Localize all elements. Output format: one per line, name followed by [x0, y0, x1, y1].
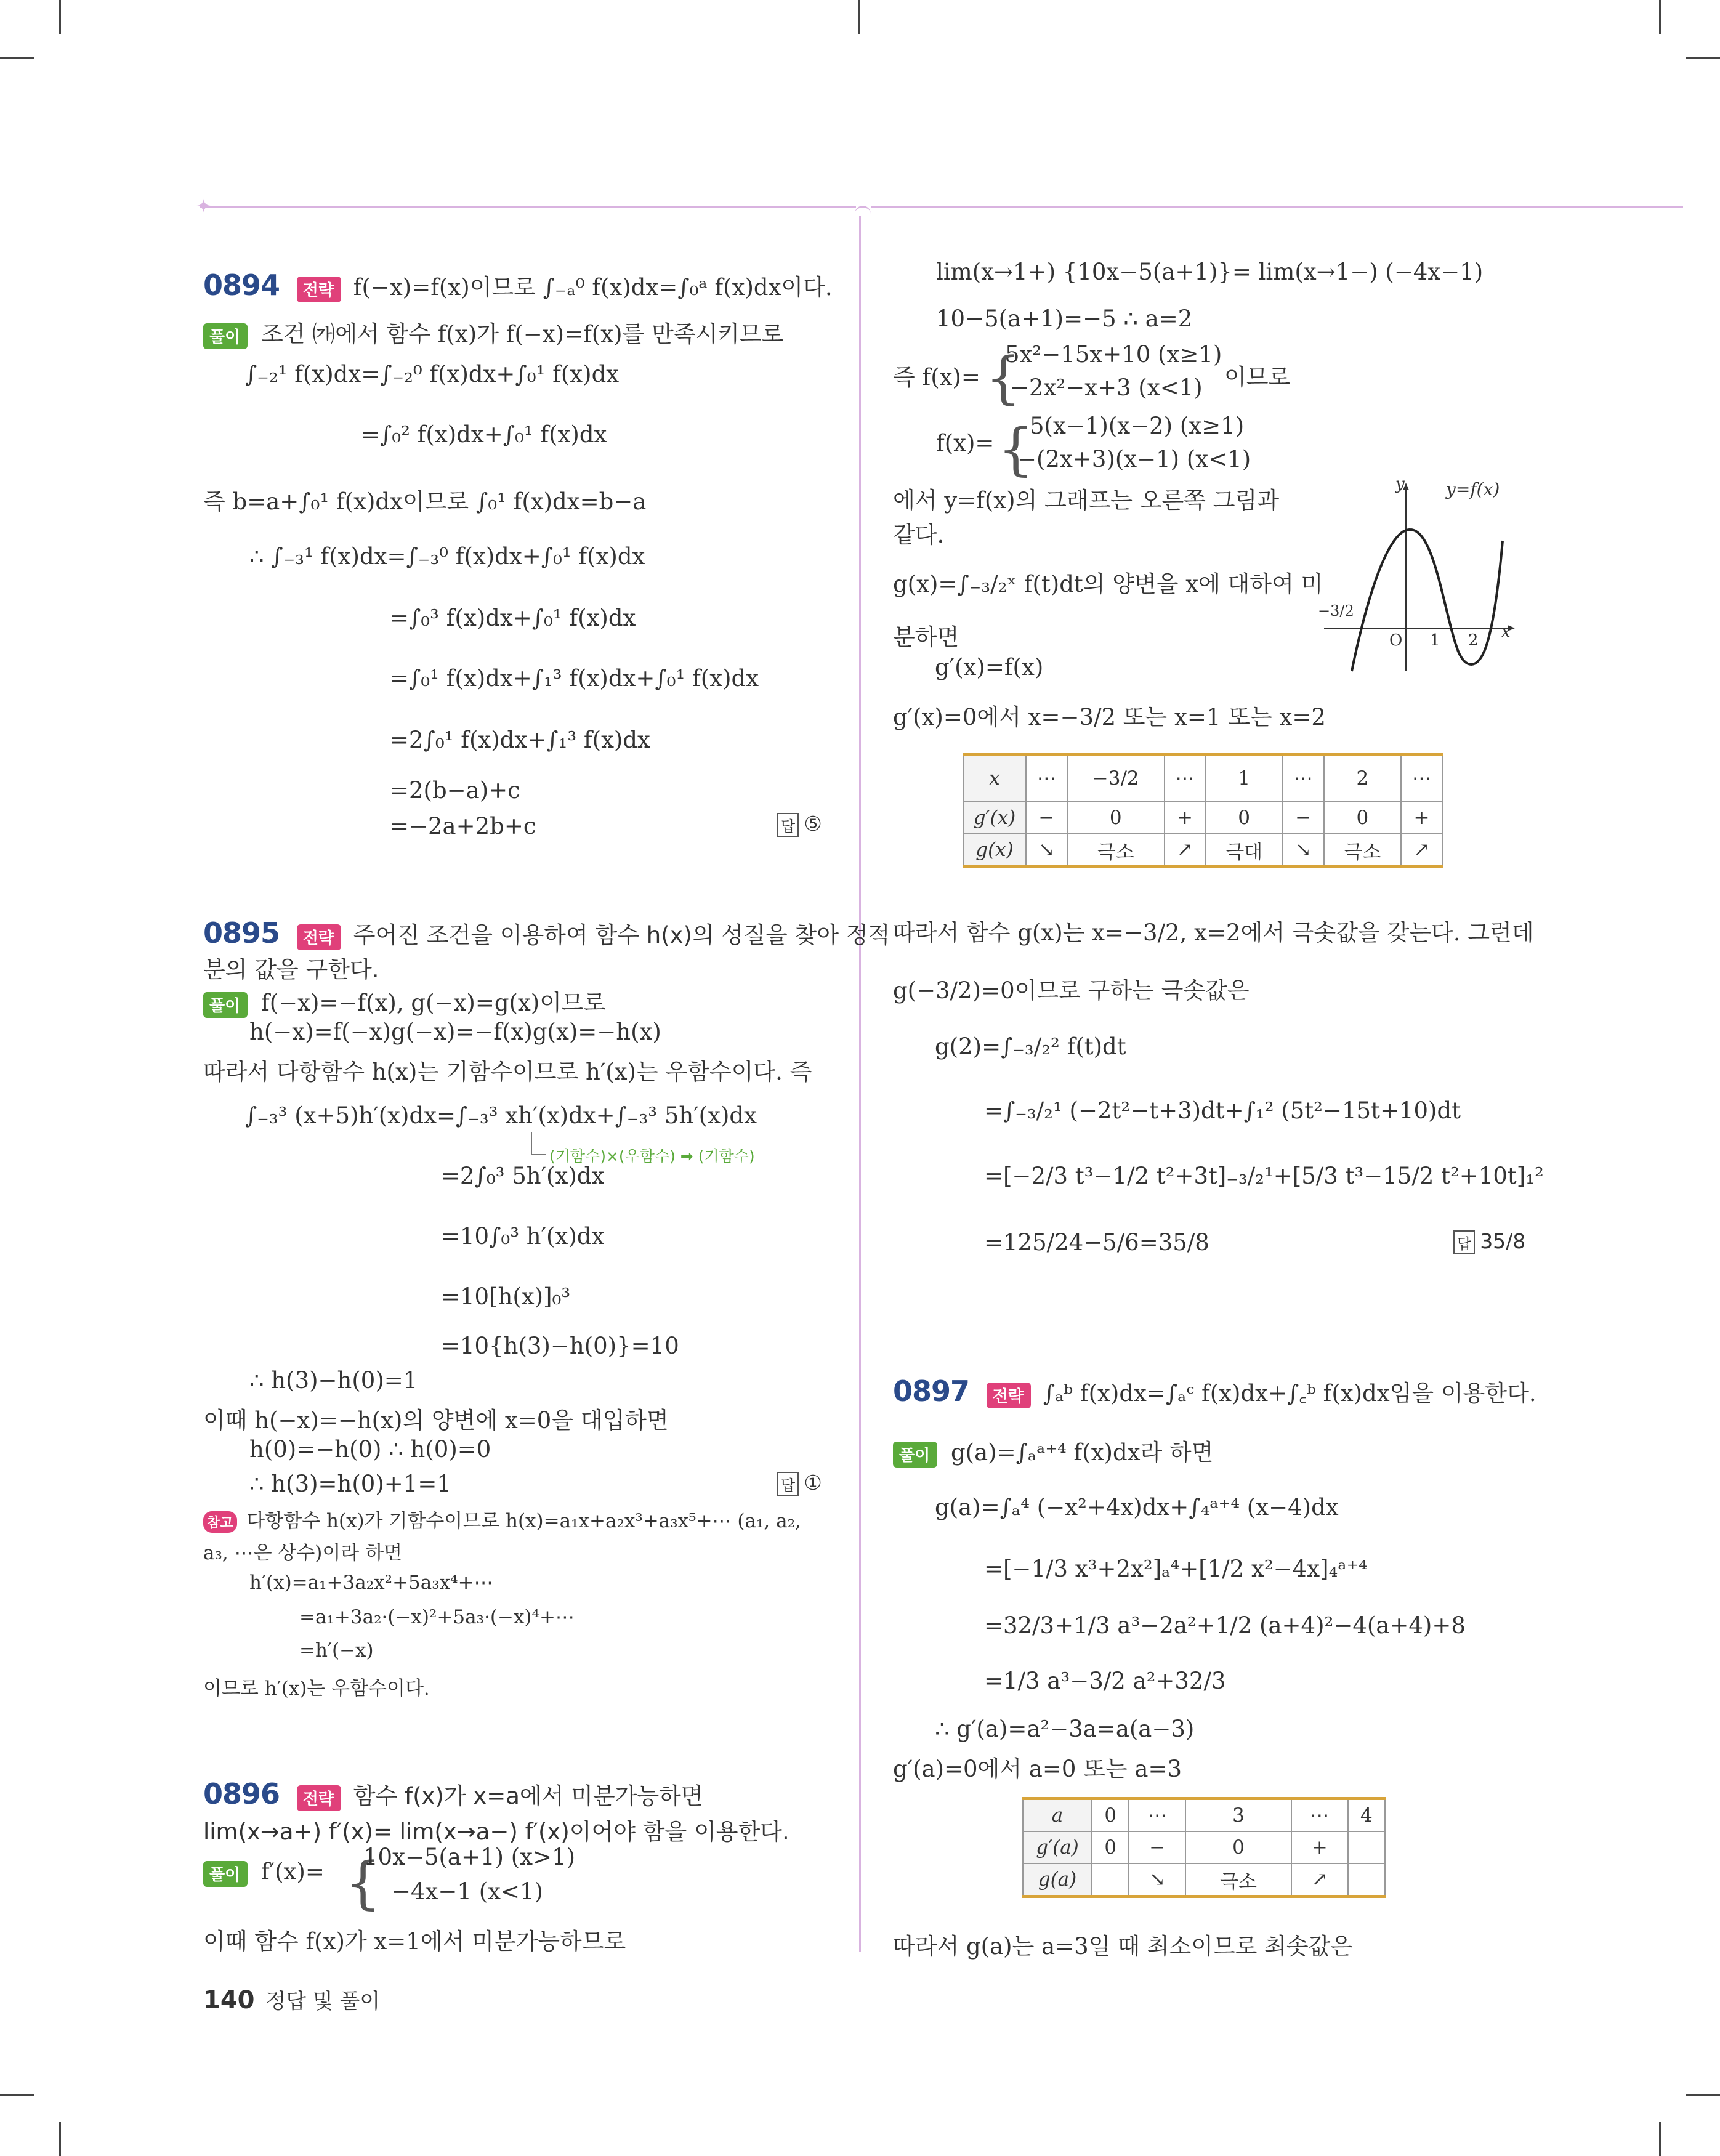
table-cell: + [1401, 802, 1442, 834]
text-line: 따라서 g(a)는 a=3일 때 최소이므로 최솟값은 [893, 1933, 1353, 1960]
reference-line-2: a₃, ⋯은 상수)이라 하면 [203, 1542, 403, 1564]
piecewise-brace: { [998, 416, 1034, 482]
answer-0894 [777, 812, 822, 837]
solution-tag: 풀이 [203, 1861, 248, 1887]
strategy-tag: 전략 [297, 924, 341, 950]
equation-line: =[−2/3 t³−1/2 t²+3t]₋₃/₂¹+[5/3 t³−15/2 t²+10t]₁² [984, 1163, 1544, 1189]
solution-tag: 풀이 [203, 992, 248, 1018]
problem-0896-header [203, 1777, 703, 1811]
equation-line: =∫₀¹ f(x)dx+∫₁³ f(x)dx+∫₀¹ f(x)dx [390, 665, 759, 692]
table-row [963, 834, 1442, 867]
table-cell: g(x) [963, 834, 1026, 867]
reference-line: 이므로 h′(x)는 우함수이다. [203, 1678, 430, 1700]
table-cell: ⋯ [1291, 1799, 1348, 1832]
equation-line: =[−1/3 x³+2x²]ₐ⁴+[1/2 x²−4x]₄ᵃ⁺⁴ [984, 1556, 1368, 1582]
piece-top: 10x−5(a+1) (x>1) [363, 1844, 576, 1870]
piece-top: 5x²−15x+10 (x≥1) [1005, 341, 1222, 368]
function-graph [1318, 473, 1521, 676]
solution-tag: 풀이 [203, 323, 248, 349]
reference-text: 다항함수 h(x)가 기함수이므로 h(x)=a₁x+a₂x³+a₃x⁵+⋯ (a₁, a₂, [246, 1510, 801, 1532]
equation-line: lim(x→1+) {10x−5(a+1)}= lim(x→1−) (−4x−1) [936, 259, 1484, 285]
page-footer [203, 1984, 380, 2014]
problem-0897-solution-line-1 [893, 1434, 1214, 1468]
solution-text: 조건 ㈎에서 함수 f(x)가 f(−x)=f(x)를 만족시키므로 [261, 321, 784, 347]
table-cell: 극대 [1205, 834, 1282, 867]
star-icon: ✦ [196, 196, 212, 217]
problem-number: 0897 [893, 1375, 970, 1408]
strategy-text: ∫ₐᵇ f(x)dx=∫ₐᶜ f(x)dx+∫꜀ᵇ f(x)dx임을 이용한다. [1043, 1380, 1536, 1407]
column-divider-curve [855, 206, 871, 220]
equation-line: ∴ g′(a)=a²−3a=a(a−3) [935, 1716, 1195, 1742]
table-cell: 4 [1348, 1799, 1385, 1832]
equation-line: 따라서 다항함수 h(x)는 기함수이므로 h′(x)는 우함수이다. 즉 [203, 1059, 812, 1085]
crop-mark-bottom-left-v [59, 2122, 61, 2156]
text-line: 같다. [893, 522, 945, 548]
piece-label: f′(x)= [261, 1859, 325, 1885]
piece-bottom: −2x²−x+3 (x<1) [1010, 374, 1203, 401]
curve-label: y=f(x) [1446, 479, 1500, 499]
piece-bottom: −4x−1 (x<1) [392, 1878, 543, 1905]
table-cell: g(a) [1023, 1863, 1092, 1897]
reference-line: =h′(−x) [299, 1639, 374, 1661]
table-cell: ↘ [1283, 834, 1324, 867]
answer-0896 [1453, 1229, 1525, 1254]
strategy-text: 주어진 조건을 이용하여 함수 h(x)의 성질을 찾아 정적 [353, 922, 890, 948]
reference-line: h′(x)=a₁+3a₂x²+5a₃x⁴+⋯ [249, 1572, 493, 1594]
equation-line: ∴ ∫₋₃¹ f(x)dx=∫₋₃⁰ f(x)dx+∫₀¹ f(x)dx [249, 543, 645, 570]
reference-tag: 참고 [203, 1511, 237, 1533]
reference-line-1 [203, 1505, 801, 1533]
table-cell: g′(x) [963, 802, 1026, 834]
problem-0894-solution-line-1 [203, 315, 784, 349]
equation-line: =125/24−5/6=35/8 [984, 1229, 1209, 1256]
table-cell: ↗ [1165, 834, 1206, 867]
table-cell: − [1283, 802, 1324, 834]
strategy-text-cont: lim(x→a+) f′(x)= lim(x→a−) f′(x)이어야 함을 이용한다. [203, 1819, 789, 1845]
equation-line: =10[h(x)]₀³ [441, 1283, 571, 1310]
solution-text: g(a)=∫ₐᵃ⁺⁴ f(x)dx라 하면 [951, 1439, 1214, 1466]
equation-line: 즉 b=a+∫₀¹ f(x)dx이므로 ∫₀¹ f(x)dx=b−a [203, 488, 647, 515]
table-cell: ↘ [1129, 1863, 1185, 1897]
note-bracket [531, 1132, 546, 1155]
strategy-text-cont: 분의 값을 구한다. [203, 956, 379, 983]
reference-line: =a₁+3a₂·(−x)²+5a₃·(−x)⁴+⋯ [299, 1606, 575, 1628]
answer-value: ① [804, 1471, 822, 1495]
equation-line: =∫₋₃/₂¹ (−2t²−t+3)dt+∫₁² (5t²−15t+10)dt [984, 1097, 1461, 1124]
equation-line: ∫₋₂¹ f(x)dx=∫₋₂⁰ f(x)dx+∫₀¹ f(x)dx [245, 361, 620, 387]
top-rule-right [871, 206, 1683, 208]
answer-box-icon: 답 [1453, 1230, 1475, 1254]
variation-table-0896 [963, 753, 1443, 868]
table-cell: 2 [1324, 754, 1401, 802]
crop-mark-top-center-v [858, 0, 860, 34]
text-line: 분하면 [893, 624, 959, 650]
problem-0896-piecewise [203, 1859, 325, 1887]
text-line: g(−3/2)=0이므로 구하는 극솟값은 [893, 977, 1250, 1004]
equation-line: =−2a+2b+c [390, 813, 536, 839]
table-cell: 1 [1205, 754, 1282, 802]
equation-line: g(2)=∫₋₃/₂² f(t)dt [935, 1033, 1126, 1060]
answer-value: 35/8 [1480, 1229, 1526, 1253]
tick-label-2: 2 [1468, 631, 1479, 650]
table-row [1023, 1831, 1385, 1863]
table-cell: 극소 [1067, 834, 1165, 867]
problem-number: 0896 [203, 1777, 280, 1811]
table-cell: g′(a) [1023, 1831, 1092, 1863]
column-divider [859, 216, 861, 1952]
problem-number: 0895 [203, 916, 280, 950]
equation-line: ∫₋₃³ (x+5)h′(x)dx=∫₋₃³ xh′(x)dx+∫₋₃³ 5h′(x)dx [245, 1102, 757, 1129]
table-cell: x [963, 754, 1026, 802]
top-rule-left [200, 206, 856, 208]
text-line: 에서 y=f(x)의 그래프는 오른쪽 그림과 [893, 487, 1280, 514]
equation-line: =2∫₀¹ f(x)dx+∫₁³ f(x)dx [390, 727, 650, 753]
table-cell: − [1129, 1831, 1185, 1863]
equation-line: 이때 함수 f(x)가 x=1에서 미분가능하므로 [203, 1928, 626, 1955]
strategy-tag: 전략 [297, 1785, 341, 1811]
table-cell: + [1291, 1831, 1348, 1863]
f-piecewise-1-label: 즉 f(x)= [893, 364, 980, 390]
equation-line: =10{h(3)−h(0)}=10 [441, 1333, 679, 1359]
table-cell: 0 [1092, 1799, 1129, 1832]
table-cell: ↘ [1026, 834, 1067, 867]
function-curve [1352, 530, 1503, 671]
table-cell [1092, 1863, 1129, 1897]
strategy-text: 함수 f(x)가 x=a에서 미분가능하면 [353, 1783, 703, 1809]
origin-label: O [1389, 631, 1403, 650]
piece-suffix: 이므로 [1224, 364, 1291, 390]
equation-line: =2(b−a)+c [390, 777, 520, 804]
text-line: g′(x)=f(x) [935, 654, 1044, 680]
parity-note: (기함수)×(우함수) ➡ (기함수) [549, 1147, 755, 1165]
crop-mark-bottom-right-v [1659, 2122, 1661, 2156]
problem-0894-header [203, 268, 833, 302]
equation-line: g′(a)=0에서 a=0 또는 a=3 [893, 1756, 1182, 1782]
table-cell: 극소 [1324, 834, 1401, 867]
variation-table-0897 [1022, 1797, 1386, 1898]
equation-line: ∴ h(3)=h(0)+1=1 [249, 1471, 451, 1497]
table-cell: 3 [1185, 1799, 1291, 1832]
strategy-tag: 전략 [297, 277, 341, 302]
y-axis-label: y [1395, 475, 1405, 493]
table-cell: 0 [1205, 802, 1282, 834]
answer-0895 [777, 1471, 822, 1496]
tick-label-1: 1 [1430, 631, 1440, 650]
table-row [1023, 1799, 1385, 1832]
equation-line: g(a)=∫ₐ⁴ (−x²+4x)dx+∫₄ᵃ⁺⁴ (x−4)dx [935, 1494, 1339, 1520]
crop-mark-top-left-v [59, 0, 61, 34]
crop-mark-top-right-v [1659, 0, 1661, 34]
equation-line: h(−x)=f(−x)g(−x)=−f(x)g(x)=−h(x) [249, 1019, 661, 1045]
table-cell: ↗ [1401, 834, 1442, 867]
table-cell: ⋯ [1026, 754, 1067, 802]
answer-box-icon: 답 [777, 813, 799, 837]
crop-mark-bottom-right-h [1686, 2094, 1720, 2096]
table-cell: 0 [1092, 1831, 1129, 1863]
equation-line: =2∫₀³ 5h′(x)dx [441, 1163, 605, 1189]
text-line: g′(x)=0에서 x=−3/2 또는 x=1 또는 x=2 [893, 704, 1326, 730]
answer-value: ⑤ [804, 812, 822, 836]
equation-line: ∴ h(3)−h(0)=1 [249, 1367, 418, 1394]
crop-mark-bottom-left-h [0, 2094, 34, 2096]
piece-bottom: −(2x+3)(x−1) (x<1) [1017, 446, 1251, 472]
answer-box-icon: 답 [777, 1472, 799, 1496]
equation-line: =10∫₀³ h′(x)dx [441, 1223, 605, 1250]
solution-tag: 풀이 [893, 1442, 937, 1468]
table-row [1023, 1863, 1385, 1897]
text-line: 따라서 함수 g(x)는 x=−3/2, x=2에서 극솟값을 갖는다. 그런데 [893, 919, 1534, 946]
table-cell: ⋯ [1401, 754, 1442, 802]
solution-text: f(−x)=−f(x), g(−x)=g(x)이므로 [261, 990, 606, 1016]
table-row [963, 802, 1442, 834]
equation-line: =∫₀² f(x)dx+∫₀¹ f(x)dx [361, 421, 607, 448]
table-row [963, 754, 1442, 802]
table-cell: 0 [1067, 802, 1165, 834]
problem-number: 0894 [203, 268, 280, 302]
text-line: g(x)=∫₋₃/₂ˣ f(t)dt의 양변을 x에 대하여 미 [893, 571, 1323, 597]
strategy-text: f(−x)=f(x)이므로 ∫₋ₐ⁰ f(x)dx=∫₀ᵃ f(x)dx이다. [353, 274, 833, 301]
table-cell: ⋯ [1165, 754, 1206, 802]
equation-line: =∫₀³ f(x)dx+∫₀¹ f(x)dx [390, 605, 636, 631]
strategy-tag: 전략 [987, 1383, 1031, 1408]
equation-line: =1/3 a³−3/2 a²+32/3 [984, 1668, 1226, 1694]
crop-mark-top-right-h [1686, 57, 1720, 59]
equation-line: 10−5(a+1)=−5 ∴ a=2 [936, 305, 1193, 332]
page-number: 140 [203, 1986, 255, 2014]
crop-mark-top-left-h [0, 57, 34, 59]
footer-label: 정답 및 풀이 [265, 1989, 381, 2014]
equation-line: =32/3+1/3 a³−2a²+1/2 (a+4)²−4(a+4)+8 [984, 1612, 1466, 1639]
table-cell: ⋯ [1129, 1799, 1185, 1832]
piecewise-brace: { [985, 345, 1022, 411]
table-cell [1348, 1863, 1385, 1897]
table-cell: a [1023, 1799, 1092, 1832]
equation-line: h(0)=−h(0) ∴ h(0)=0 [249, 1436, 491, 1463]
table-cell [1348, 1831, 1385, 1863]
table-cell: + [1165, 802, 1206, 834]
problem-0895-header [203, 916, 890, 950]
tick-label-neg: −3/2 [1318, 602, 1354, 620]
table-cell: −3/2 [1067, 754, 1165, 802]
table-cell: − [1026, 802, 1067, 834]
table-cell: 0 [1324, 802, 1401, 834]
f-piecewise-2-label: f(x)= [936, 430, 995, 456]
problem-0897-header [893, 1375, 1536, 1408]
piece-top: 5(x−1)(x−2) (x≥1) [1030, 413, 1245, 439]
table-cell: 극소 [1185, 1863, 1291, 1897]
x-axis-label: x [1501, 623, 1511, 641]
table-cell: 0 [1185, 1831, 1291, 1863]
problem-0895-solution-line-1 [203, 984, 605, 1018]
table-cell: ↗ [1291, 1863, 1348, 1897]
piecewise-brace: { [345, 1850, 381, 1916]
equation-line: 이때 h(−x)=−h(x)의 양변에 x=0을 대입하면 [203, 1407, 669, 1434]
table-cell: ⋯ [1283, 754, 1324, 802]
